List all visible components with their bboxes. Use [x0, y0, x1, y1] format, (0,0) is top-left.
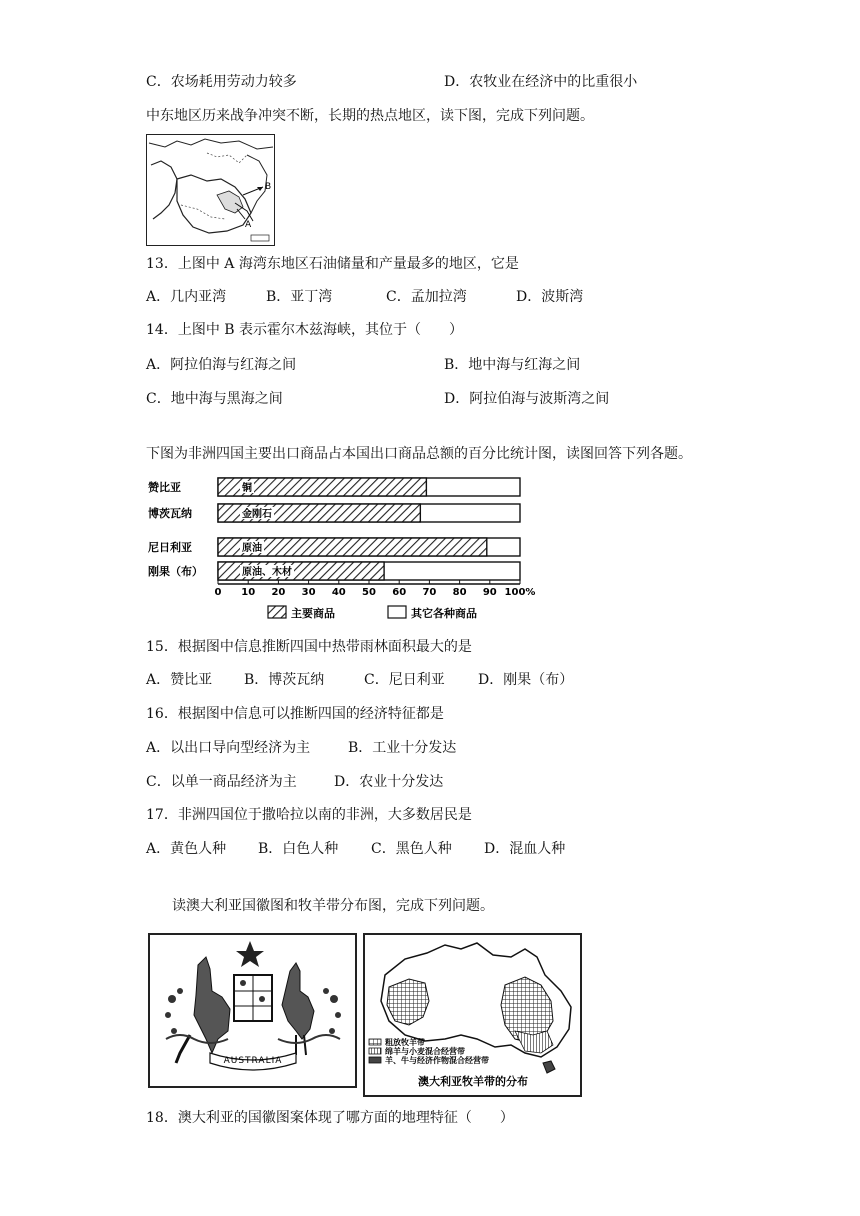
- x-tick-label: 0: [214, 587, 222, 598]
- q13-stem: 13．上图中 A 海湾东地区石油储量和产量最多的地区，它是: [146, 256, 519, 272]
- map-label-a: A: [245, 220, 252, 230]
- legend-label-main: 主要商品: [291, 607, 335, 620]
- q16-stem: 16．根据图中信息可以推断四国的经济特征都是: [146, 706, 444, 722]
- q12-option-d: D．农牧业在经济中的比重很小: [444, 74, 638, 90]
- q15-option-c: C．尼日利亚: [364, 672, 445, 688]
- q17-option-a: A．黄色人种: [146, 841, 227, 857]
- q13-option-a: A．几内亚湾: [146, 289, 227, 305]
- q14-stem: 14．上图中 B 表示霍尔木兹海峡，其位于（ ）: [146, 322, 464, 338]
- q16-option-b: B．工业十分发达: [348, 740, 457, 756]
- q16-option-d: D．农业十分发达: [334, 774, 444, 790]
- x-tick-label: 70: [422, 587, 437, 598]
- q13-option-c: C．孟加拉湾: [386, 289, 467, 305]
- legend-swatch-main: [268, 606, 286, 618]
- x-tick-label: 40: [331, 587, 346, 598]
- chart-category-label: 尼日利亚: [148, 541, 192, 554]
- q14-option-a: A．阿拉伯海与红海之间: [146, 357, 297, 373]
- x-tick-label: 30: [301, 587, 316, 598]
- chart-category-label: 博茨瓦纳: [148, 507, 192, 520]
- x-tick-label: 60: [392, 587, 407, 598]
- chart-category-label: 刚果（布）: [148, 565, 203, 578]
- q17-stem: 17．非洲四国位于撒哈拉以南的非洲，大多数居民是: [146, 807, 472, 823]
- map-label-b: B: [265, 182, 272, 192]
- q15-option-b: B．博茨瓦纳: [244, 672, 325, 688]
- q15-stem: 15．根据图中信息推断四国中热带雨林面积最大的是: [146, 639, 472, 655]
- q14-option-b: B．地中海与红海之间: [444, 357, 581, 373]
- x-tick-label: 50: [362, 587, 376, 598]
- sheep-legend-2: 绵羊与小麦混合经营带: [385, 1047, 465, 1056]
- q15-option-a: A．赞比亚: [146, 672, 213, 688]
- legend-label-other: 其它各种商品: [411, 607, 477, 620]
- x-tick-label: 90: [482, 587, 497, 598]
- sheep-legend-1: 粗放牧羊带: [385, 1038, 425, 1047]
- q14-option-d: D．阿拉伯海与波斯湾之间: [444, 391, 610, 407]
- q16-option-a: A．以出口导向型经济为主: [146, 740, 311, 756]
- sheep-map-caption: 澳大利亚牧羊带的分布: [418, 1075, 528, 1088]
- x-tick-label: 20: [271, 587, 286, 598]
- bar-main-good-label: 原油、木材: [242, 567, 292, 578]
- q17-option-b: B．白色人种: [258, 841, 339, 857]
- australia-intro: 读澳大利亚国徽图和牧羊带分布图，完成下列问题。: [172, 898, 494, 914]
- bar-main-good-label: 铜: [242, 483, 252, 494]
- x-tick-label: 100%: [504, 587, 536, 598]
- q17-option-d: D．混血人种: [484, 841, 566, 857]
- q16-option-c: C．以单一商品经济为主: [146, 774, 297, 790]
- mideast-map: [146, 134, 275, 246]
- mideast-intro: 中东地区历来战争冲突不断，长期的热点地区，读下图，完成下列问题。: [146, 108, 594, 124]
- sheep-legend-3: 羊、牛与经济作物混合经营带: [385, 1056, 489, 1065]
- q13-option-d: D．波斯湾: [516, 289, 584, 305]
- australia-sheep-map: [363, 933, 582, 1097]
- q15-option-d: D．刚果（布）: [478, 672, 574, 688]
- bar-main-good-label: 原油: [242, 543, 262, 554]
- australia-coat-of-arms: [148, 933, 357, 1088]
- chart-category-label: 赞比亚: [148, 481, 181, 494]
- q13-option-b: B．亚丁湾: [266, 289, 333, 305]
- emblem-banner: AUSTRALIA: [223, 1056, 283, 1066]
- q14-option-c: C．地中海与黑海之间: [146, 391, 283, 407]
- x-tick-label: 80: [452, 587, 467, 598]
- x-tick-label: 10: [241, 587, 256, 598]
- africa-intro: 下图为非洲四国主要出口商品占本国出口商品总额的百分比统计图，读图回答下列各题。: [146, 446, 692, 462]
- export-bar-chart: [146, 472, 536, 624]
- q12-option-c: C．农场耗用劳动力较多: [146, 74, 297, 90]
- bar-main-good-label: 金刚石: [242, 509, 272, 520]
- q17-option-c: C．黑色人种: [371, 841, 452, 857]
- legend-swatch-other: [388, 606, 406, 618]
- q18-stem: 18．澳大利亚的国徽图案体现了哪方面的地理特征（ ）: [146, 1110, 514, 1126]
